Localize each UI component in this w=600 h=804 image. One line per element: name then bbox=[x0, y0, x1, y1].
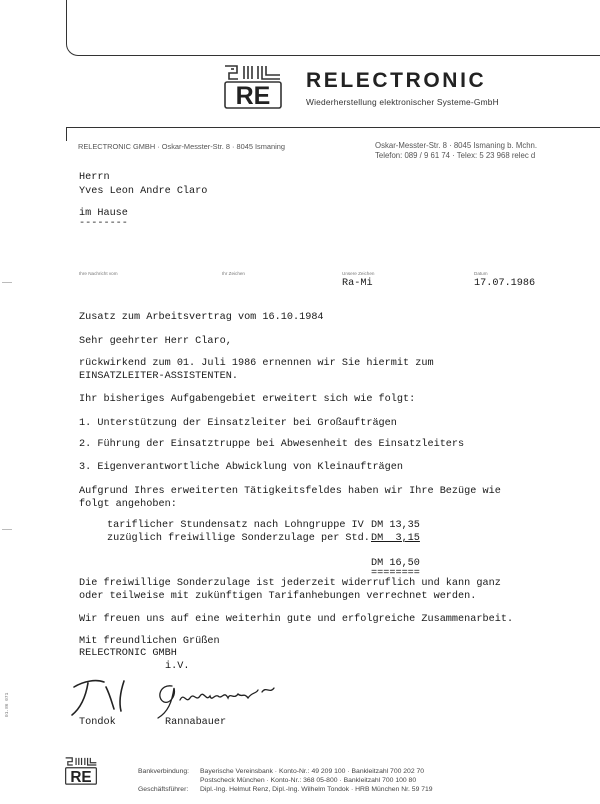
label-your-ref: Ihr Zeichen bbox=[222, 271, 245, 276]
recipient-underline: -------- bbox=[79, 218, 128, 229]
phone-right: Telefon: 089 / 9 61 74 · Telex: 5 23 968 relec d bbox=[375, 151, 536, 160]
company-tagline: Wiederherstellung elektronischer Systeme-GmbH bbox=[306, 97, 499, 107]
list-item-1: 1. Unterstützung der Einsatzleiter bei Großaufträgen bbox=[79, 418, 397, 429]
label-your-message: Ihre Nachricht vom bbox=[79, 271, 118, 276]
list-item-3: 3. Eigenverantwortliche Abwicklung von Kleinaufträgen bbox=[79, 462, 404, 473]
recipient-name: Yves Leon Andre Claro bbox=[79, 186, 208, 197]
pay-line-1-label: tariflicher Stundensatz nach Lohngruppe IV bbox=[107, 520, 364, 531]
pay-line-2-value: DM 3,15 bbox=[371, 533, 420, 544]
side-form-code: 01.86 071 bbox=[5, 692, 10, 717]
fold-mark bbox=[2, 282, 12, 283]
date-value: 17.07.1986 bbox=[474, 278, 536, 289]
footer-logo bbox=[64, 756, 98, 786]
paragraph-4-line-1: Die freiwillige Sonderzulage ist jederzeit widerruflich und kann ganz bbox=[79, 578, 501, 589]
our-ref-value: Ra-Mi bbox=[342, 278, 373, 289]
pay-total-double-rule: ======== bbox=[371, 568, 420, 579]
punch-mark bbox=[2, 529, 12, 530]
list-item-2: 2. Führung der Einsatztruppe bei Abwesenheit des Einsatzleiters bbox=[79, 439, 465, 450]
sender-line: RELECTRONIC GMBH · Oskar-Messter-Str. 8 · 8045 Ismaning bbox=[78, 142, 285, 151]
label-date: Datum bbox=[474, 271, 488, 276]
paragraph-3-line-1: Aufgrund Ihres erweiterten Tätigkeitsfeldes haben wir Ihre Bezüge wie bbox=[79, 486, 501, 497]
paragraph-1-line-1: rückwirkend zum 01. Juli 1986 ernennen wir Sie hiermit zum bbox=[79, 358, 434, 369]
management-label: Geschäftsführer: bbox=[138, 786, 189, 793]
svg-text:RE: RE bbox=[235, 82, 271, 109]
pay-total-value: DM 16,50 bbox=[371, 558, 420, 569]
bank-label: Bankverbindung: bbox=[138, 768, 190, 775]
signer-1: Tondok bbox=[79, 717, 116, 728]
company-logo bbox=[222, 64, 284, 109]
signature-tondok bbox=[64, 665, 154, 720]
paragraph-3-line-2: folgt angehoben: bbox=[79, 499, 177, 510]
bank-line-2: Postscheck München · Konto-Nr.: 368 05-800 · Bankleitzahl 700 100 80 bbox=[200, 777, 417, 784]
recipient-salutation: Herrn bbox=[79, 172, 110, 183]
i-v-mark: i.V. bbox=[165, 661, 190, 672]
bank-line-1: Bayerische Vereinsbank · Konto-Nr.: 49 209 100 · Bankleitzahl 700 202 70 bbox=[200, 768, 425, 775]
closing-company: RELECTRONIC GMBH bbox=[79, 648, 177, 659]
management-line: Dipl.-Ing. Helmut Renz, Dipl.-Ing. Wilhelm Tondok · HRB München Nr. 59 719 bbox=[200, 786, 433, 793]
svg-text:RE: RE bbox=[70, 768, 92, 786]
header-rule-tick bbox=[66, 127, 67, 141]
signature-rannabauer bbox=[150, 672, 300, 722]
address-right: Oskar-Messter-Str. 8 · 8045 Ismaning b. Mchn. bbox=[375, 141, 538, 150]
window-frame bbox=[66, 0, 600, 56]
paragraph-1-line-2: EINSATZLEITER-ASSISTENTEN. bbox=[79, 371, 238, 382]
greeting: Sehr geehrter Herr Claro, bbox=[79, 336, 232, 347]
paragraph-5: Wir freuen uns auf eine weiterhin gute und erfolgreiche Zusammenarbeit. bbox=[79, 614, 514, 625]
closing: Mit freundlichen Grüßen bbox=[79, 636, 220, 647]
company-name: RELECTRONIC bbox=[306, 69, 487, 92]
pay-line-1-value: DM 13,35 bbox=[371, 520, 420, 531]
paragraph-2: Ihr bisheriges Aufgabengebiet erweitert sich wie folgt: bbox=[79, 394, 416, 405]
label-our-ref: Unsere Zeichen bbox=[342, 271, 375, 276]
pay-line-2-label: zuzüglich freiwillige Sonderzulage per Std. bbox=[107, 533, 370, 544]
header-rule bbox=[66, 127, 600, 128]
paragraph-4-line-2: oder teilweise mit zukünftigen Tarifanhebungen verrechnet werden. bbox=[79, 591, 477, 602]
subject-line: Zusatz zum Arbeitsvertrag vom 16.10.1984 bbox=[79, 312, 324, 323]
signer-2: Rannabauer bbox=[165, 717, 227, 728]
recipient-location: im Hause bbox=[79, 208, 128, 219]
